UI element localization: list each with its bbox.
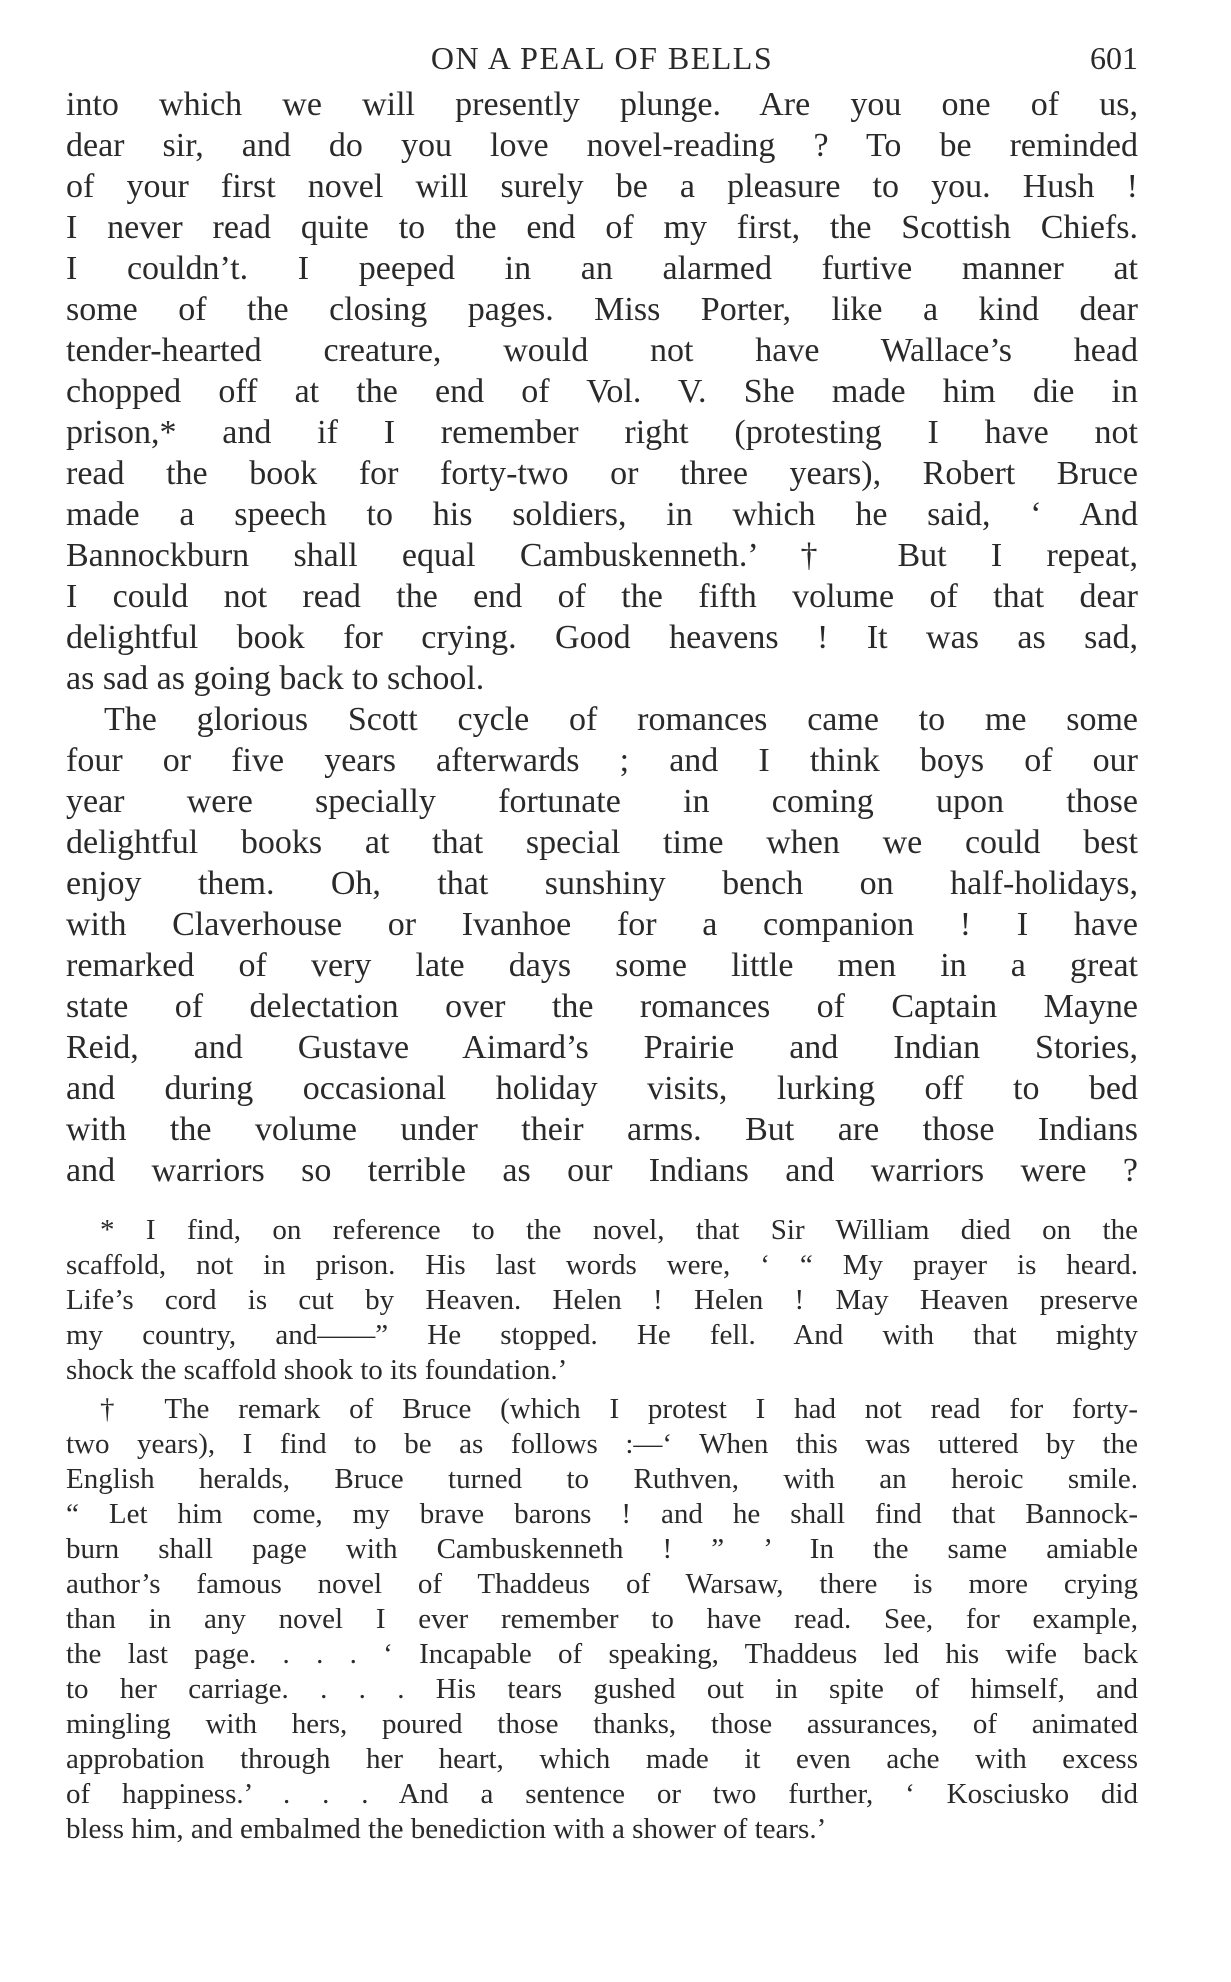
footnote-line: English heralds, Bruce turned to Ruthven, with an heroic smile. — [66, 1463, 1138, 1495]
footnote-line: approbation through her heart, which made it even ache with excess — [66, 1743, 1138, 1775]
body-line: with the volume under their arms. But are those Indians — [66, 1111, 1138, 1148]
body-line: state of delectation over the romances of Captain Mayne — [66, 988, 1138, 1025]
footnote-line: the last page. . . . ‘ Incapable of speaking, Thaddeus led his wife back — [66, 1638, 1138, 1670]
body-line: I couldn’t. I peeped in an alarmed furtive manner at — [66, 250, 1138, 287]
body-line: as sad as going back to school. — [66, 660, 485, 697]
body-line: tender-hearted creature, would not have Wallace’s head — [66, 332, 1138, 369]
body-line: I never read quite to the end of my first, the Scottish Chiefs. — [66, 209, 1138, 246]
footnote-line: † The remark of Bruce (which I protest I had not read for forty- — [100, 1393, 1138, 1425]
footnote-line: bless him, and embalmed the benediction with a shower of tears.’ — [66, 1813, 827, 1845]
body-line: some of the closing pages. Miss Porter, like a kind dear — [66, 291, 1138, 328]
body-line: of your first novel will surely be a pleasure to you. Hush ! — [66, 168, 1138, 205]
body-line: read the book for forty-two or three years), Robert Bruce — [66, 455, 1138, 492]
body-line: remarked of very late days some little men in a great — [66, 947, 1138, 984]
body-line: delightful book for crying. Good heavens ! It was as sad, — [66, 619, 1138, 656]
page-number: 601 — [1090, 40, 1138, 76]
footnote-asterisk — [66, 1213, 1138, 1388]
footnote-line: author’s famous novel of Thaddeus of Warsaw, there is more crying — [66, 1568, 1138, 1600]
body-line: made a speech to his soldiers, in which he said, ‘ And — [66, 496, 1138, 533]
running-title: ON A PEAL OF BELLS — [430, 40, 774, 76]
body-line: prison,* and if I remember right (protesting I have not — [66, 414, 1138, 451]
footnote-line: mingling with hers, poured those thanks, those assurances, of animated — [66, 1708, 1138, 1740]
footnote-line: burn shall page with Cambuskenneth ! ” ’ In the same amiable — [66, 1533, 1138, 1565]
footnote-line: scaffold, not in prison. His last words were, ‘ “ My prayer is heard. — [66, 1249, 1138, 1281]
body-line: and during occasional holiday visits, lurking off to bed — [66, 1070, 1138, 1107]
footnotes — [66, 1213, 1138, 1847]
body-line: delightful books at that special time when we could best — [66, 824, 1138, 861]
running-head — [66, 28, 1138, 84]
footnote-line: * I find, on reference to the novel, that Sir William died on the — [100, 1214, 1138, 1246]
body-line: chopped off at the end of Vol. V. She made him die in — [66, 373, 1138, 410]
footnote-line: shock the scaffold shook to its foundation.’ — [66, 1354, 568, 1386]
body-line: year were specially fortunate in coming upon those — [66, 783, 1138, 820]
footnote-line: to her carriage. . . . His tears gushed out in spite of himself, and — [66, 1673, 1138, 1705]
footnote-line: “ Let him come, my brave barons ! and he shall find that Bannock- — [66, 1498, 1138, 1530]
body-line: and warriors so terrible as our Indians and warriors were ? — [66, 1152, 1138, 1189]
body-text — [66, 84, 1138, 1191]
footnote-line: than in any novel I ever remember to have read. See, for example, — [66, 1603, 1138, 1635]
body-line: with Claverhouse or Ivanhoe for a companion ! I have — [66, 906, 1138, 943]
body-line: dear sir, and do you love novel-reading ? To be reminded — [66, 127, 1138, 164]
body-line: enjoy them. Oh, that sunshiny bench on half-holidays, — [66, 865, 1138, 902]
body-line: four or five years afterwards ; and I think boys of our — [66, 742, 1138, 779]
footnote-line: two years), I find to be as follows :—‘ When this was uttered by the — [66, 1428, 1138, 1460]
footnote-line: of happiness.’ . . . And a sentence or two further, ‘ Kosciusko did — [66, 1778, 1138, 1810]
footnote-line: my country, and——” He stopped. He fell. And with that mighty — [66, 1319, 1138, 1351]
footnote-dagger — [66, 1392, 1138, 1847]
body-line: The glorious Scott cycle of romances came to me some — [104, 701, 1138, 738]
book-page — [66, 28, 1138, 1847]
body-line: into which we will presently plunge. Are you one of us, — [66, 86, 1138, 123]
body-line: Reid, and Gustave Aimard’s Prairie and Indian Stories, — [66, 1029, 1138, 1066]
body-line: Bannockburn shall equal Cambuskenneth.’ † But I repeat, — [66, 537, 1138, 574]
body-line: I could not read the end of the fifth volume of that dear — [66, 578, 1138, 615]
footnote-line: Life’s cord is cut by Heaven. Helen ! Helen ! May Heaven preserve — [66, 1284, 1138, 1316]
